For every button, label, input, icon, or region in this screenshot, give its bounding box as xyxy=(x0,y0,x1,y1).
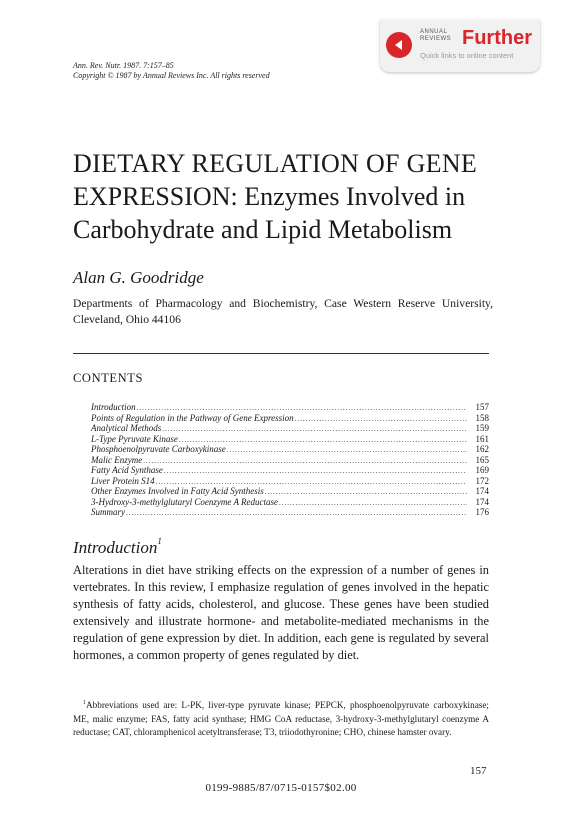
toc-entry-title: Malic Enzyme xyxy=(91,454,143,465)
title-line-1: DIETARY REGULATION OF GENE xyxy=(73,149,478,178)
price-code: 0199-9885/87/0715-0157$02.00 xyxy=(205,782,357,794)
journal-citation: Ann. Rev. Nutr. 1987. 7:157–85 xyxy=(73,61,174,70)
author-name: Alan G. Goodridge xyxy=(73,268,204,287)
copyright-notice: Copyright © 1987 by Annual Reviews Inc. All rights reserved xyxy=(73,71,270,80)
introduction-paragraph: Alterations in diet have striking effects on the expression of a number of genes in vertebrates. In this review, I emphasize regulation of genes involved in the hepatic synthesis of fatty acids, cholesterol, and glucose. These genes have been studied extensively and illustrate hormone- and metabolite-mediated mechanisms in the regulation of gene expression by diet. In addition, each gene is regulated by several hormones, a common property of genes regulated by diet. xyxy=(73,563,489,662)
toc-entry-title: Phosphoenolpyruvate Carboxykinase xyxy=(91,444,226,454)
toc-entry-title: Fatty Acid Synthase xyxy=(91,465,163,475)
toc-leader-dots xyxy=(227,445,467,456)
footnote-text: Abbreviations used are: L-PK, liver-type pyruvate kinase; PEPCK, phosphoenolpyruvate carboxykinase; ME, malic enzyme; FAS, fatty acid synthase; HMG CoA reductase, 3-hydroxy-3-methylglutaryl coenzyme A reductase; CAT, chloramphenicol acetyltransferase; T3, triiodothyronine; CHO, chinese hamster ovary. xyxy=(73,700,489,738)
toc-entry[interactable] xyxy=(91,444,489,455)
footnote-mark: 1 xyxy=(83,700,86,706)
introduction-heading: Introduction$^1$ xyxy=(73,536,162,557)
toc-entry-page: 174 xyxy=(475,496,489,507)
toc-leader-dots xyxy=(162,424,467,435)
toc-entry[interactable] xyxy=(91,434,489,445)
toc-entry[interactable] xyxy=(91,423,489,434)
toc-entry-title: Analytical Methods xyxy=(91,423,162,433)
toc-entry[interactable] xyxy=(91,497,489,508)
citation-block xyxy=(73,61,270,81)
toc-leader-dots xyxy=(279,498,467,509)
toc-leader-dots xyxy=(143,456,467,467)
toc-entry-page: 172 xyxy=(475,475,489,486)
toc-entry-title: 3-Hydroxy-3-methylglutaryl Coenzyme A Reductase xyxy=(91,496,279,507)
toc-entry-page: 176 xyxy=(475,507,489,517)
toc-entry-page: 165 xyxy=(475,454,489,465)
toc-entry-title: Liver Protein S14 xyxy=(91,475,155,486)
toc-entry-page: 158 xyxy=(475,412,489,423)
arrow-left-icon xyxy=(391,37,407,53)
toc-entry-title: Summary xyxy=(91,507,125,517)
toc-entry[interactable] xyxy=(91,455,489,466)
toc-entry-page: 159 xyxy=(475,423,489,433)
contents-heading: CONTENTS xyxy=(73,371,144,385)
toc-entry-title: L-Type Pyruvate Kinase xyxy=(91,433,178,444)
toc-entry[interactable] xyxy=(91,476,489,487)
toc-leader-dots xyxy=(164,466,467,477)
annual-reviews-logo: ANNUAL REVIEWS xyxy=(420,29,452,42)
further-subtitle: Quick links to online content xyxy=(420,51,514,60)
further-badge[interactable] xyxy=(380,20,540,72)
toc-entry-page: 174 xyxy=(475,486,489,496)
table-of-contents xyxy=(91,402,489,518)
toc-leader-dots xyxy=(265,487,467,498)
toc-entry[interactable] xyxy=(91,486,489,497)
toc-entry[interactable] xyxy=(91,402,489,413)
title-line-2: EXPRESSION: Enzymes Involved in xyxy=(73,182,466,211)
author-affiliation: Departments of Pharmacology and Biochemistry, Case Western Reserve University, Cleveland, Ohio 44106 xyxy=(73,297,493,326)
divider-rule xyxy=(73,353,489,354)
toc-entry[interactable] xyxy=(91,507,489,518)
toc-entry-page: 162 xyxy=(475,444,489,454)
title-line-3: Carbohydrate and Lipid Metabolism xyxy=(73,215,453,244)
toc-leader-dots xyxy=(295,414,467,425)
footnote xyxy=(73,697,489,740)
toc-entry-page: 161 xyxy=(475,433,489,444)
toc-entry-page: 169 xyxy=(475,465,489,475)
toc-entry[interactable] xyxy=(91,413,489,424)
toc-entry[interactable] xyxy=(91,465,489,476)
article-title xyxy=(73,147,513,246)
page-number: 157 xyxy=(470,765,487,777)
further-label: Further xyxy=(462,27,532,49)
toc-entry-title: Introduction xyxy=(91,402,136,412)
play-back-icon xyxy=(386,32,412,58)
toc-leader-dots xyxy=(126,508,467,519)
toc-entry-page: 157 xyxy=(475,402,489,412)
toc-entry-title: Points of Regulation in the Pathway of Gene Expression xyxy=(91,412,294,423)
footnote-reference[interactable]: 1 xyxy=(157,536,162,547)
toc-entry-title: Other Enzymes Involved in Fatty Acid Synthesis xyxy=(91,486,264,496)
